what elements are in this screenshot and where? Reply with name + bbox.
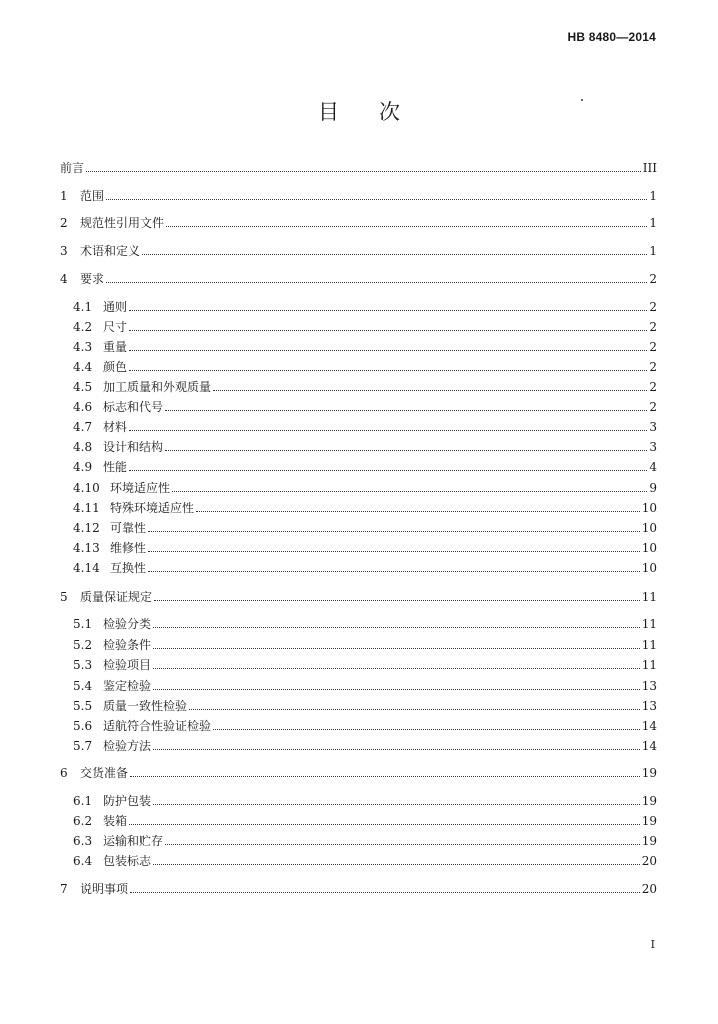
toc-label: 防护包装 — [103, 794, 152, 808]
toc-leader — [165, 449, 647, 451]
toc-number: 4.8 — [73, 440, 93, 454]
toc-number: 7 — [60, 882, 68, 896]
toc-entry[interactable] — [73, 479, 657, 495]
toc-entry[interactable] — [73, 636, 657, 652]
toc-page: 10 — [641, 501, 657, 515]
toc-number: 5.1 — [73, 617, 93, 631]
toc-leader — [86, 170, 641, 172]
toc-page: 2 — [649, 380, 657, 394]
toc-page: 1 — [649, 244, 657, 258]
toc-number: 4.9 — [73, 460, 93, 474]
toc-label: 维修性 — [110, 541, 147, 555]
toc-page: 2 — [649, 360, 657, 374]
toc-entry[interactable] — [73, 338, 657, 354]
toc-label: 鉴定检验 — [103, 679, 152, 693]
toc-number: 6.4 — [73, 854, 93, 868]
toc-entry[interactable] — [73, 559, 657, 575]
toc-entry[interactable] — [73, 358, 657, 374]
toc-label: 通则 — [103, 300, 128, 314]
toc-entry[interactable] — [73, 499, 657, 515]
toc-leader — [148, 550, 640, 552]
toc-entry[interactable] — [73, 717, 657, 733]
toc-page: 13 — [641, 699, 657, 713]
toc-number: 4.4 — [73, 360, 93, 374]
toc-page: 20 — [641, 882, 657, 896]
toc-page: 10 — [641, 521, 657, 535]
toc-number: 4.5 — [73, 380, 93, 394]
toc-entry[interactable] — [60, 214, 657, 230]
toc-entry[interactable] — [73, 812, 657, 828]
toc-number: 4.6 — [73, 400, 93, 414]
toc-leader — [153, 647, 640, 649]
toc-page: 14 — [641, 719, 657, 733]
toc-label: 颜色 — [103, 360, 128, 374]
toc-page: III — [642, 161, 657, 175]
toc-entry[interactable] — [73, 852, 657, 868]
toc-number: 6.1 — [73, 794, 93, 808]
toc-leader — [165, 843, 640, 845]
toc-page: 2 — [649, 340, 657, 354]
scan-speck — [581, 99, 583, 101]
toc-entry[interactable] — [60, 242, 657, 258]
toc-leader — [213, 728, 640, 730]
toc-page: 3 — [649, 420, 657, 434]
toc-label: 适航符合性验证检验 — [103, 719, 212, 733]
toc-label: 可靠性 — [110, 521, 147, 535]
toc-number: 4.7 — [73, 420, 93, 434]
toc-label: 检验项目 — [103, 658, 152, 672]
toc-label: 设计和结构 — [103, 440, 164, 454]
toc-page: 2 — [649, 272, 657, 286]
toc-number: 5.4 — [73, 679, 93, 693]
toc-number: 5.5 — [73, 699, 93, 713]
toc-number: 4.13 — [73, 541, 100, 555]
toc-label: 检验分类 — [103, 617, 152, 631]
toc-page: 19 — [641, 766, 657, 780]
toc-page: 10 — [641, 541, 657, 555]
page-title — [0, 96, 718, 126]
toc-label: 标志和代号 — [103, 400, 164, 414]
toc-entry[interactable] — [73, 832, 657, 848]
toc-label: 检验方法 — [103, 739, 152, 753]
toc-number: 6.2 — [73, 814, 93, 828]
toc-label: 检验条件 — [103, 638, 152, 652]
toc-entry[interactable] — [60, 880, 657, 896]
toc-page: 2 — [649, 300, 657, 314]
toc-number: 6.3 — [73, 834, 93, 848]
toc-entry[interactable] — [73, 398, 657, 414]
toc-entry[interactable] — [73, 378, 657, 394]
toc-label: 包装标志 — [103, 854, 152, 868]
toc-page: 14 — [641, 739, 657, 753]
toc-page: 10 — [641, 561, 657, 575]
toc-label: 装箱 — [103, 814, 128, 828]
toc-leader — [153, 626, 640, 628]
toc-leader — [153, 667, 640, 669]
toc-label: 前言 — [60, 161, 85, 175]
toc-leader — [213, 389, 647, 391]
toc-label: 性能 — [103, 460, 128, 474]
toc-leader — [153, 803, 640, 805]
toc-leader — [172, 490, 647, 492]
toc-page: 11 — [641, 590, 657, 604]
toc-page: 9 — [649, 481, 657, 495]
toc-page: 13 — [641, 679, 657, 693]
toc-leader — [189, 708, 640, 710]
toc-label: 要求 — [80, 272, 105, 286]
toc-leader — [153, 863, 640, 865]
toc-leader — [129, 469, 647, 471]
toc-label: 特殊环境适应性 — [110, 501, 195, 515]
toc-leader — [142, 253, 647, 255]
toc-entry[interactable] — [73, 438, 657, 454]
toc-entry[interactable] — [73, 418, 657, 434]
toc-number: 4 — [60, 272, 68, 286]
toc-entry[interactable] — [60, 588, 657, 604]
toc-leader — [148, 570, 640, 572]
toc-leader — [166, 225, 647, 227]
toc-label: 说明事项 — [80, 882, 129, 896]
toc-entry[interactable] — [73, 697, 657, 713]
toc-label: 质量一致性检验 — [103, 699, 188, 713]
toc-number: 3 — [60, 244, 68, 258]
toc-leader — [154, 599, 640, 601]
toc-page: 19 — [641, 794, 657, 808]
toc-number: 4.14 — [73, 561, 100, 575]
toc-leader — [129, 329, 647, 331]
toc-number: 2 — [60, 216, 68, 230]
toc-label: 加工质量和外观质量 — [103, 380, 212, 394]
toc-number: 4.3 — [73, 340, 93, 354]
toc-page: 4 — [649, 460, 657, 474]
toc-leader — [148, 530, 640, 532]
toc-leader — [129, 369, 647, 371]
toc-page: 3 — [649, 440, 657, 454]
toc-page: 19 — [641, 834, 657, 848]
toc-page: 2 — [649, 320, 657, 334]
toc-page: 20 — [641, 854, 657, 868]
toc-entry[interactable] — [73, 792, 657, 808]
toc-number: 4.2 — [73, 320, 93, 334]
toc-label: 规范性引用文件 — [80, 216, 165, 230]
toc-number: 5.7 — [73, 739, 93, 753]
toc-label: 尺寸 — [103, 320, 128, 334]
toc-page: 11 — [641, 638, 657, 652]
toc-label: 运输和贮存 — [103, 834, 164, 848]
toc-number: 4.11 — [73, 501, 100, 515]
toc-entry[interactable] — [73, 318, 657, 334]
toc-entry[interactable] — [73, 677, 657, 693]
toc-number: 6 — [60, 766, 68, 780]
title-char-1: 目 — [318, 100, 339, 124]
toc-leader — [165, 409, 647, 411]
toc-number: 5.2 — [73, 638, 93, 652]
toc-number: 5.3 — [73, 658, 93, 672]
toc-leader — [106, 281, 647, 283]
toc-entry[interactable] — [60, 187, 657, 203]
toc-page: 1 — [649, 216, 657, 230]
toc-entry[interactable] — [73, 458, 657, 474]
toc-leader — [129, 823, 640, 825]
toc-entry[interactable] — [73, 519, 657, 535]
toc-leader — [153, 688, 640, 690]
toc-label: 交货准备 — [80, 766, 129, 780]
toc-entry[interactable] — [73, 737, 657, 753]
toc-leader — [153, 748, 640, 750]
toc-label: 环境适应性 — [110, 481, 171, 495]
toc-number: 5 — [60, 590, 68, 604]
toc-page: 11 — [641, 617, 657, 631]
toc-label: 术语和定义 — [80, 244, 141, 258]
toc-entry[interactable] — [73, 298, 657, 314]
toc-number: 4.12 — [73, 521, 100, 535]
toc-leader — [106, 198, 647, 200]
toc-leader — [196, 510, 640, 512]
toc-label: 范围 — [80, 189, 105, 203]
toc-page: 1 — [649, 189, 657, 203]
toc-leader — [129, 429, 647, 431]
toc-label: 质量保证规定 — [80, 590, 153, 604]
toc-page: 2 — [649, 400, 657, 414]
toc-entry[interactable] — [60, 764, 657, 780]
toc-leader — [129, 349, 647, 351]
toc-entry[interactable] — [60, 159, 657, 175]
toc-leader — [129, 309, 647, 311]
toc-number: 4.1 — [73, 300, 93, 314]
toc-page: 19 — [641, 814, 657, 828]
toc-number: 5.6 — [73, 719, 93, 733]
toc-entry[interactable] — [73, 615, 657, 631]
toc-number: 1 — [60, 189, 68, 203]
toc-label: 重量 — [103, 340, 128, 354]
toc-page: 11 — [641, 658, 657, 672]
toc-entry[interactable] — [73, 539, 657, 555]
toc-label: 互换性 — [110, 561, 147, 575]
toc-entry[interactable] — [73, 656, 657, 672]
toc-number: 4.10 — [73, 481, 100, 495]
title-char-2: 次 — [379, 100, 400, 124]
toc-entry[interactable] — [60, 270, 657, 286]
page-number: I — [650, 938, 655, 951]
toc-leader — [130, 891, 640, 893]
toc-leader — [130, 775, 640, 777]
standard-code: HB 8480—2014 — [567, 30, 656, 44]
toc-label: 材料 — [103, 420, 128, 434]
